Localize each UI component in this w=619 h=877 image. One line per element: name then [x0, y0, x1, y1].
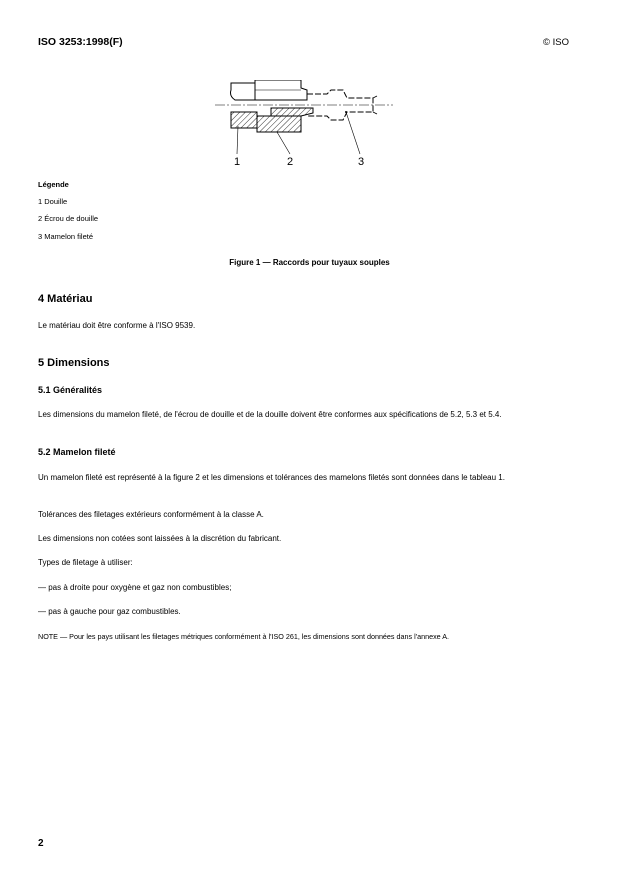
section-5-heading: 5 Dimensions	[38, 357, 110, 369]
section-5-1-heading: 5.1 Généralités	[38, 385, 103, 395]
section-5-2-paragraph: Un mamelon fileté est représenté à la figure 2 et les dimensions et tolérances des mamelons filetés sont données dans le tableau 1.	[38, 473, 505, 482]
fitting-drawing	[215, 80, 395, 168]
legend-item: 3 Mamelon fileté	[38, 232, 94, 241]
section-4-heading: 4 Matériau	[38, 293, 93, 305]
section-5-2-paragraph: Types de filetage à utiliser:	[38, 558, 133, 567]
document-id: ISO 3253:1998(F)	[38, 36, 123, 48]
callout-2: 2	[286, 156, 294, 168]
list-item: — pas à gauche pour gaz combustibles.	[38, 607, 181, 616]
list-item: — pas à droite pour oxygène et gaz non combustibles;	[38, 583, 232, 592]
page-number: 2	[38, 838, 44, 849]
legend-item: 2 Écrou de douille	[38, 214, 99, 223]
section-5-1-text: Les dimensions du mamelon fileté, de l'écrou de douille et de la douille doivent être conformes aux spécifications de 5.2, 5.3 et 5.4.	[38, 410, 502, 419]
section-4-text: Le matériau doit être conforme à l'ISO 9539.	[38, 321, 196, 330]
note-text: NOTE — Pour les pays utilisant les filetages métriques conformément à l'ISO 261, les dimensions sont données dans l'annexe A.	[38, 632, 450, 641]
callout-3: 1	[233, 156, 241, 168]
legend-item: 1 Douille	[38, 197, 68, 206]
legend-title: Légende	[38, 180, 69, 189]
copyright-mark: © ISO	[542, 37, 569, 48]
section-5-2-heading: 5.2 Mamelon fileté	[38, 447, 116, 457]
figure-caption: Figure 1 — Raccords pour tuyaux souples	[229, 258, 390, 267]
callout-1: 3	[357, 156, 365, 168]
section-5-2-paragraph: Les dimensions non cotées sont laissées à la discrétion du fabricant.	[38, 534, 282, 543]
section-5-2-paragraph: Tolérances des filetages extérieurs conformément à la classe A.	[38, 510, 264, 519]
